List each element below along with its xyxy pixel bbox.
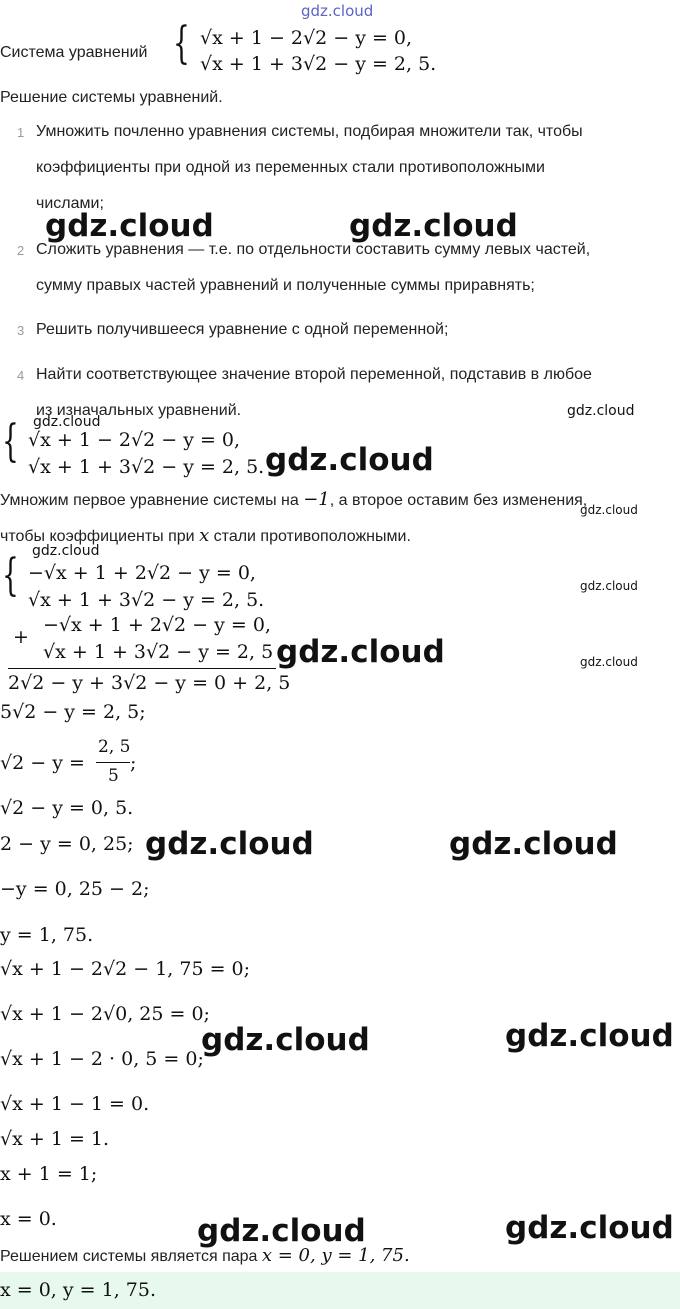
- explanation-text: Умножим первое уравнение системы на: [0, 492, 304, 509]
- solution-step: √x + 1 − 2 · 0, 5 = 0;: [0, 1048, 204, 1070]
- step-text: Решить получившееся уравнение с одной переменной;: [36, 321, 449, 338]
- system3-eq1: −√x + 1 + 2√2 − y = 0,: [28, 562, 256, 584]
- solution-step: √2 − y =: [0, 752, 85, 774]
- watermark: gdz.cloud: [197, 1213, 366, 1249]
- solution-step: √x + 1 − 2√0, 25 = 0;: [0, 1003, 210, 1025]
- watermark: gdz.cloud: [505, 1018, 674, 1054]
- explanation-text: чтобы коэффициенты при: [0, 528, 200, 545]
- step-text: сумму правых частей уравнений и полученные суммы приравнять;: [36, 277, 535, 294]
- watermark: gdz.cloud: [580, 503, 638, 517]
- watermark: gdz.cloud: [349, 208, 518, 244]
- step-text: числами;: [36, 195, 104, 212]
- system-eq2: √x + 1 + 3√2 − y = 2, 5.: [200, 53, 437, 75]
- solution-step: √2 − y = 0, 5.: [0, 797, 134, 819]
- fraction-denominator: 5: [108, 766, 119, 786]
- addition-plus: +: [13, 626, 29, 648]
- solution-step-end: ;: [130, 752, 137, 774]
- step-number: 2: [17, 243, 25, 258]
- fraction-bar: [96, 762, 130, 763]
- conclusion-label: Решением системы является пара: [0, 1248, 262, 1265]
- step-number: 1: [17, 125, 25, 140]
- explanation-math: −1: [303, 489, 330, 510]
- addition-sum: 2√2 − y + 3√2 − y = 0 + 2, 5: [8, 672, 291, 694]
- system2-brace: {: [2, 416, 19, 467]
- watermark: gdz.cloud: [276, 634, 445, 670]
- addition-eq2: √x + 1 + 3√2 − y = 2, 5: [43, 641, 274, 663]
- solution-step: x + 1 = 1;: [0, 1163, 98, 1185]
- watermark: gdz.cloud: [33, 414, 101, 430]
- step-text: Найти соответствующее значение второй переменной, подставив в любое: [36, 366, 592, 383]
- solution-step: √x + 1 = 1.: [0, 1128, 110, 1150]
- addition-rule: [8, 668, 276, 669]
- solution-step: √x + 1 − 1 = 0.: [0, 1093, 150, 1115]
- step-text: из изначальных уравнений.: [36, 402, 242, 419]
- watermark: gdz.cloud: [580, 579, 638, 593]
- system3-brace: {: [2, 550, 19, 601]
- system2-eq2: √x + 1 + 3√2 − y = 2, 5.: [28, 456, 265, 478]
- solution-step: 2 − y = 0, 25;: [0, 833, 134, 855]
- system2-eq1: √x + 1 − 2√2 − y = 0,: [28, 429, 241, 451]
- solution-step: √x + 1 − 2√2 − 1, 75 = 0;: [0, 958, 251, 980]
- watermark: gdz.cloud: [449, 826, 618, 862]
- solution-step: y = 1, 75.: [0, 924, 94, 946]
- conclusion-math: x = 0, y = 1, 75.: [261, 1245, 410, 1266]
- step-number: 3: [17, 323, 25, 338]
- watermark: gdz.cloud: [580, 655, 638, 669]
- watermark: gdz.cloud: [567, 403, 635, 419]
- solution-step: −y = 0, 25 − 2;: [0, 878, 150, 900]
- method-heading: Решение системы уравнений.: [0, 89, 223, 106]
- watermark: gdz.cloud: [201, 1022, 370, 1058]
- system-eq1: √x + 1 − 2√2 − y = 0,: [200, 27, 413, 49]
- watermark: gdz.cloud: [145, 826, 314, 862]
- step-text: коэффициенты при одной из переменных стали противоположными: [36, 159, 545, 176]
- explanation-line1: [0, 489, 587, 510]
- explanation-math: x: [199, 525, 210, 546]
- step-number: 4: [17, 368, 25, 383]
- watermark-top: gdz.cloud: [301, 2, 374, 20]
- watermark: gdz.cloud: [265, 442, 434, 478]
- system3-eq2: √x + 1 + 3√2 − y = 2, 5.: [28, 589, 265, 611]
- solution-step: x = 0.: [0, 1208, 57, 1230]
- system-brace: {: [173, 18, 190, 69]
- step-text: Сложить уравнения — т.е. по отдельности составить сумму левых частей,: [36, 241, 591, 258]
- system-intro-label: Система уравнений: [0, 44, 148, 61]
- watermark: gdz.cloud: [505, 1210, 674, 1246]
- explanation-text: стали противоположными.: [209, 528, 411, 545]
- answer-value: x = 0, y = 1, 75.: [0, 1279, 156, 1301]
- watermark: gdz.cloud: [45, 208, 214, 244]
- watermark: gdz.cloud: [32, 543, 100, 559]
- solution-step: 5√2 − y = 2, 5;: [0, 701, 146, 723]
- addition-eq1: −√x + 1 + 2√2 − y = 0,: [43, 614, 271, 636]
- step-text: Умножить почленно уравнения системы, подбирая множители так, чтобы: [36, 123, 583, 140]
- explanation-text: , а второе оставим без изменения,: [329, 492, 588, 509]
- fraction-numerator: 2, 5: [98, 737, 131, 757]
